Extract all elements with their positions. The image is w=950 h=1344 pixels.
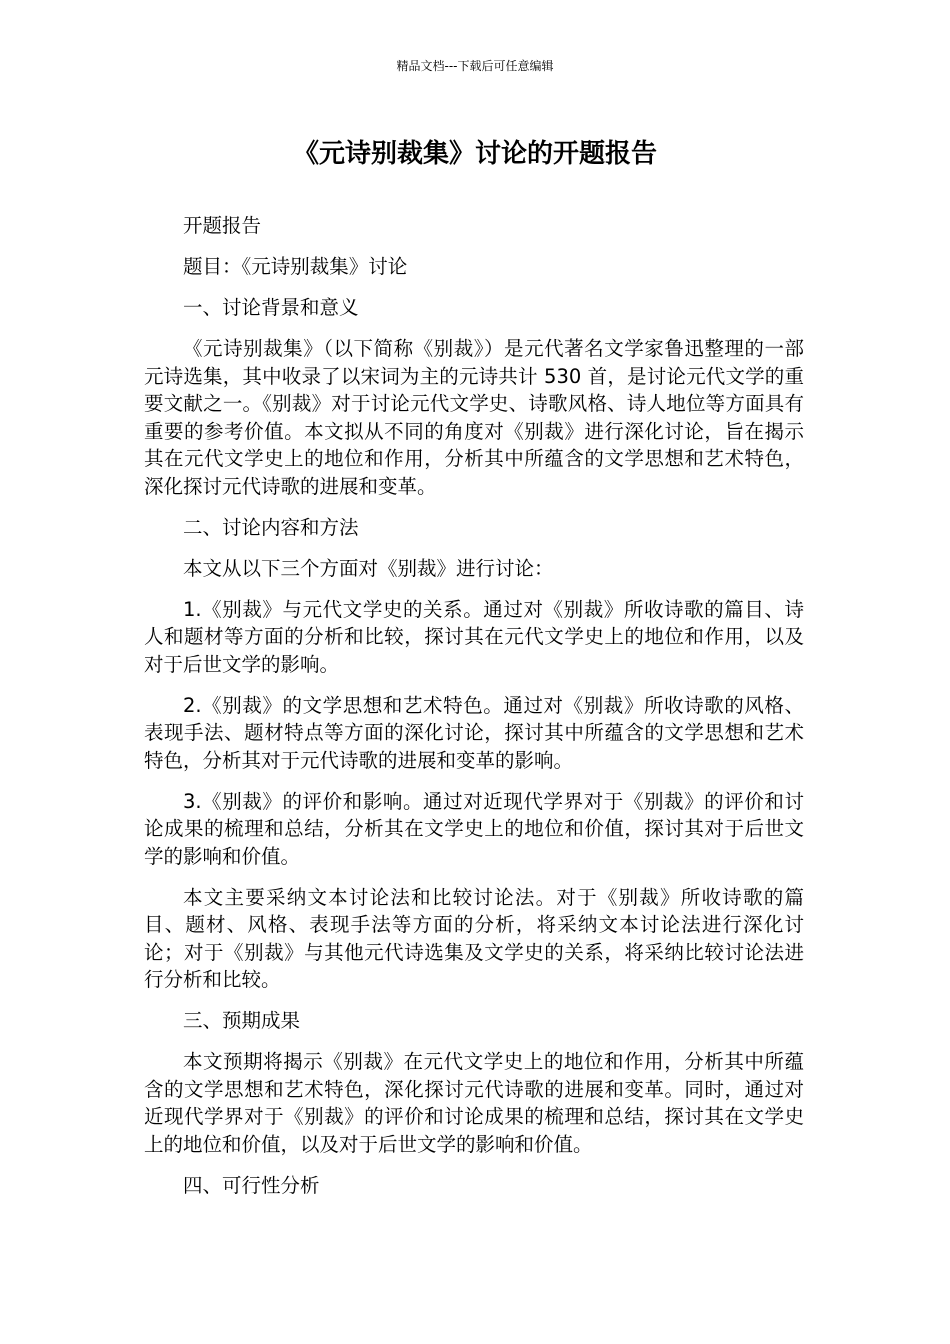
document-body (144, 212, 804, 1213)
list-item-aspect-1: 1.《别裁》与元代文学史的关系。通过对《别裁》所收诗歌的篇目、诗人和题材等方面的分析和比较，探讨其在元代文学史上的地位和作用，以及对于后世文学的影响。 (144, 597, 804, 676)
header-note: 精品文档---下载后可任意编辑 (396, 59, 554, 73)
section-heading-content-method: 二、讨论内容和方法 (183, 515, 359, 539)
section-label-report: 开题报告 (183, 214, 262, 237)
topic-line: 题目：《元诗别裁集》讨论 (183, 255, 408, 278)
document-title: 《元诗别裁集》讨论的开题报告 (292, 139, 657, 169)
section-heading-background: 一、讨论背景和意义 (183, 296, 359, 319)
section-heading-expected-results: 三、预期成果 (183, 1009, 301, 1032)
paragraph-intro-aspects: 本文从以下三个方面对《别裁》进行讨论： (183, 556, 554, 580)
paragraph-expected-results: 本文预期将揭示《别裁》在元代文学史上的地位和作用，分析其中所蕴含的文学思想和艺术特色，深化探讨元代诗歌的进展和变革。同时，通过对近现代学界对于《别裁》的评价和讨论成果的梳理和总结，探讨其在文学史上的地位和价值，以及对于后世文学的影响和价值。 (144, 1050, 804, 1156)
section-heading-feasibility: 四、可行性分析 (183, 1173, 320, 1197)
paragraph-methods: 本文主要采纳文本讨论法和比较讨论法。对于《别裁》所收诗歌的篇目、题材、风格、表现手法等方面的分析，将采纳文本讨论法进行深化讨论；对于《别裁》与其他元代诗选集及文学史的关系，将采纳比较讨论法进行分析和比较。 (144, 885, 804, 991)
list-item-aspect-3: 3.《别裁》的评价和影响。通过对近现代学界对于《别裁》的评价和讨论成果的梳理和总结，分析其在文学史上的地位和价值，探讨其对于后世文学的影响和价值。 (144, 789, 804, 868)
paragraph-background: 《元诗别裁集》（以下简称《别裁》）是元代著名文学家鲁迅整理的一部元诗选集，其中收录了以宋词为主的元诗共计 530 首，是讨论元代文学的重要文献之一。《别裁》对于讨论元代文学史、诗歌风格、诗人地位等方面具有重要的参考价值。本文拟从不同的角度对《别裁》进行深化讨论，旨在揭示其在元代文学史上的地位和作用，分析其中所蕴含的文学思想和艺术特色，深化探讨元代诗歌的进展和变革。 (144, 337, 804, 498)
list-item-aspect-2: 2.《别裁》的文学思想和艺术特色。通过对《别裁》所收诗歌的风格、表现手法、题材特点等方面的深化讨论，探讨其中所蕴含的文学思想和艺术特色，分析其对于元代诗歌的进展和变革的影响。 (144, 693, 804, 772)
